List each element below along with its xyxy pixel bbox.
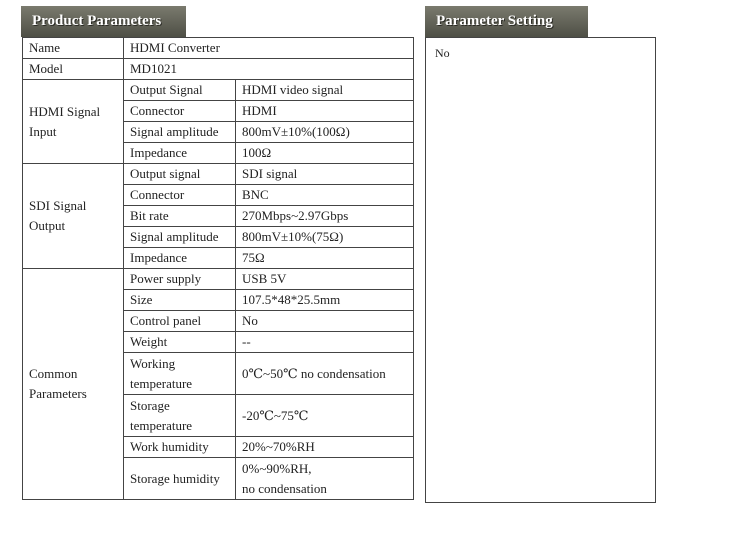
param-value: 20%~70%RH: [236, 437, 414, 458]
param-key: Power supply: [124, 269, 236, 290]
param-key: [124, 395, 236, 437]
parameter-setting-tab: Parameter Setting: [425, 6, 588, 37]
param-key: Output Signal: [124, 80, 236, 101]
parameter-setting-value: No: [435, 46, 450, 60]
param-key: Size: [124, 290, 236, 311]
param-value-line: no condensation: [242, 480, 327, 496]
param-key: Signal amplitude: [124, 227, 236, 248]
param-key: Work humidity: [124, 437, 236, 458]
param-value: 800mV±10%(75Ω): [236, 227, 414, 248]
param-value: [236, 458, 414, 500]
param-key: Impedance: [124, 248, 236, 269]
param-key: Connector: [124, 185, 236, 206]
group-label-line: HDMI Signal: [29, 103, 101, 119]
param-value: HDMI Converter: [124, 38, 414, 59]
table-row: [23, 59, 414, 80]
table-row: [23, 38, 414, 59]
param-key: Bit rate: [124, 206, 236, 227]
group-label-hdmi: [23, 80, 124, 164]
param-value: 75Ω: [236, 248, 414, 269]
product-parameters-tab: Product Parameters: [21, 6, 186, 37]
param-key: [124, 353, 236, 395]
param-key: Output signal: [124, 164, 236, 185]
group-label-line: SDI Signal: [29, 198, 87, 213]
group-label-line: Common: [29, 366, 78, 381]
table-row: [23, 164, 414, 185]
param-key-line: Working: [130, 355, 176, 371]
param-value: No: [236, 311, 414, 332]
param-key: Control panel: [124, 311, 236, 332]
param-value: HDMI video signal: [236, 80, 414, 101]
param-key: Impedance: [124, 143, 236, 164]
param-value: 0℃~50℃ no condensation: [236, 353, 414, 395]
param-value: 107.5*48*25.5mm: [236, 290, 414, 311]
param-value: HDMI: [236, 101, 414, 122]
param-key: Weight: [124, 332, 236, 353]
param-key-line: Storage: [130, 397, 170, 413]
group-label-common: [23, 269, 124, 500]
param-value: 270Mbps~2.97Gbps: [236, 206, 414, 227]
group-label-line: Input: [29, 123, 57, 139]
param-value: MD1021: [124, 59, 414, 80]
param-key: Signal amplitude: [124, 122, 236, 143]
param-value: 800mV±10%(100Ω): [236, 122, 414, 143]
group-label-line: Output: [29, 218, 66, 233]
product-parameters-table: [22, 37, 414, 500]
param-key: Connector: [124, 101, 236, 122]
param-value: BNC: [236, 185, 414, 206]
param-value-line: 0%~90%RH,: [242, 460, 312, 476]
table-row: [23, 269, 414, 290]
param-label: Name: [23, 38, 124, 59]
group-label-sdi: [23, 164, 124, 269]
param-label: Model: [23, 59, 124, 80]
table-row: [23, 80, 414, 101]
parameter-setting-panel: [425, 37, 656, 503]
param-key: Storage humidity: [124, 458, 236, 500]
param-value: --: [236, 332, 414, 353]
param-key-line: temperature: [130, 417, 193, 433]
param-value: 100Ω: [236, 143, 414, 164]
param-key-line: temperature: [130, 375, 193, 391]
group-label-line: Parameters: [29, 386, 87, 401]
param-value: SDI signal: [236, 164, 414, 185]
param-value: USB 5V: [236, 269, 414, 290]
param-value: -20℃~75℃: [236, 395, 414, 437]
